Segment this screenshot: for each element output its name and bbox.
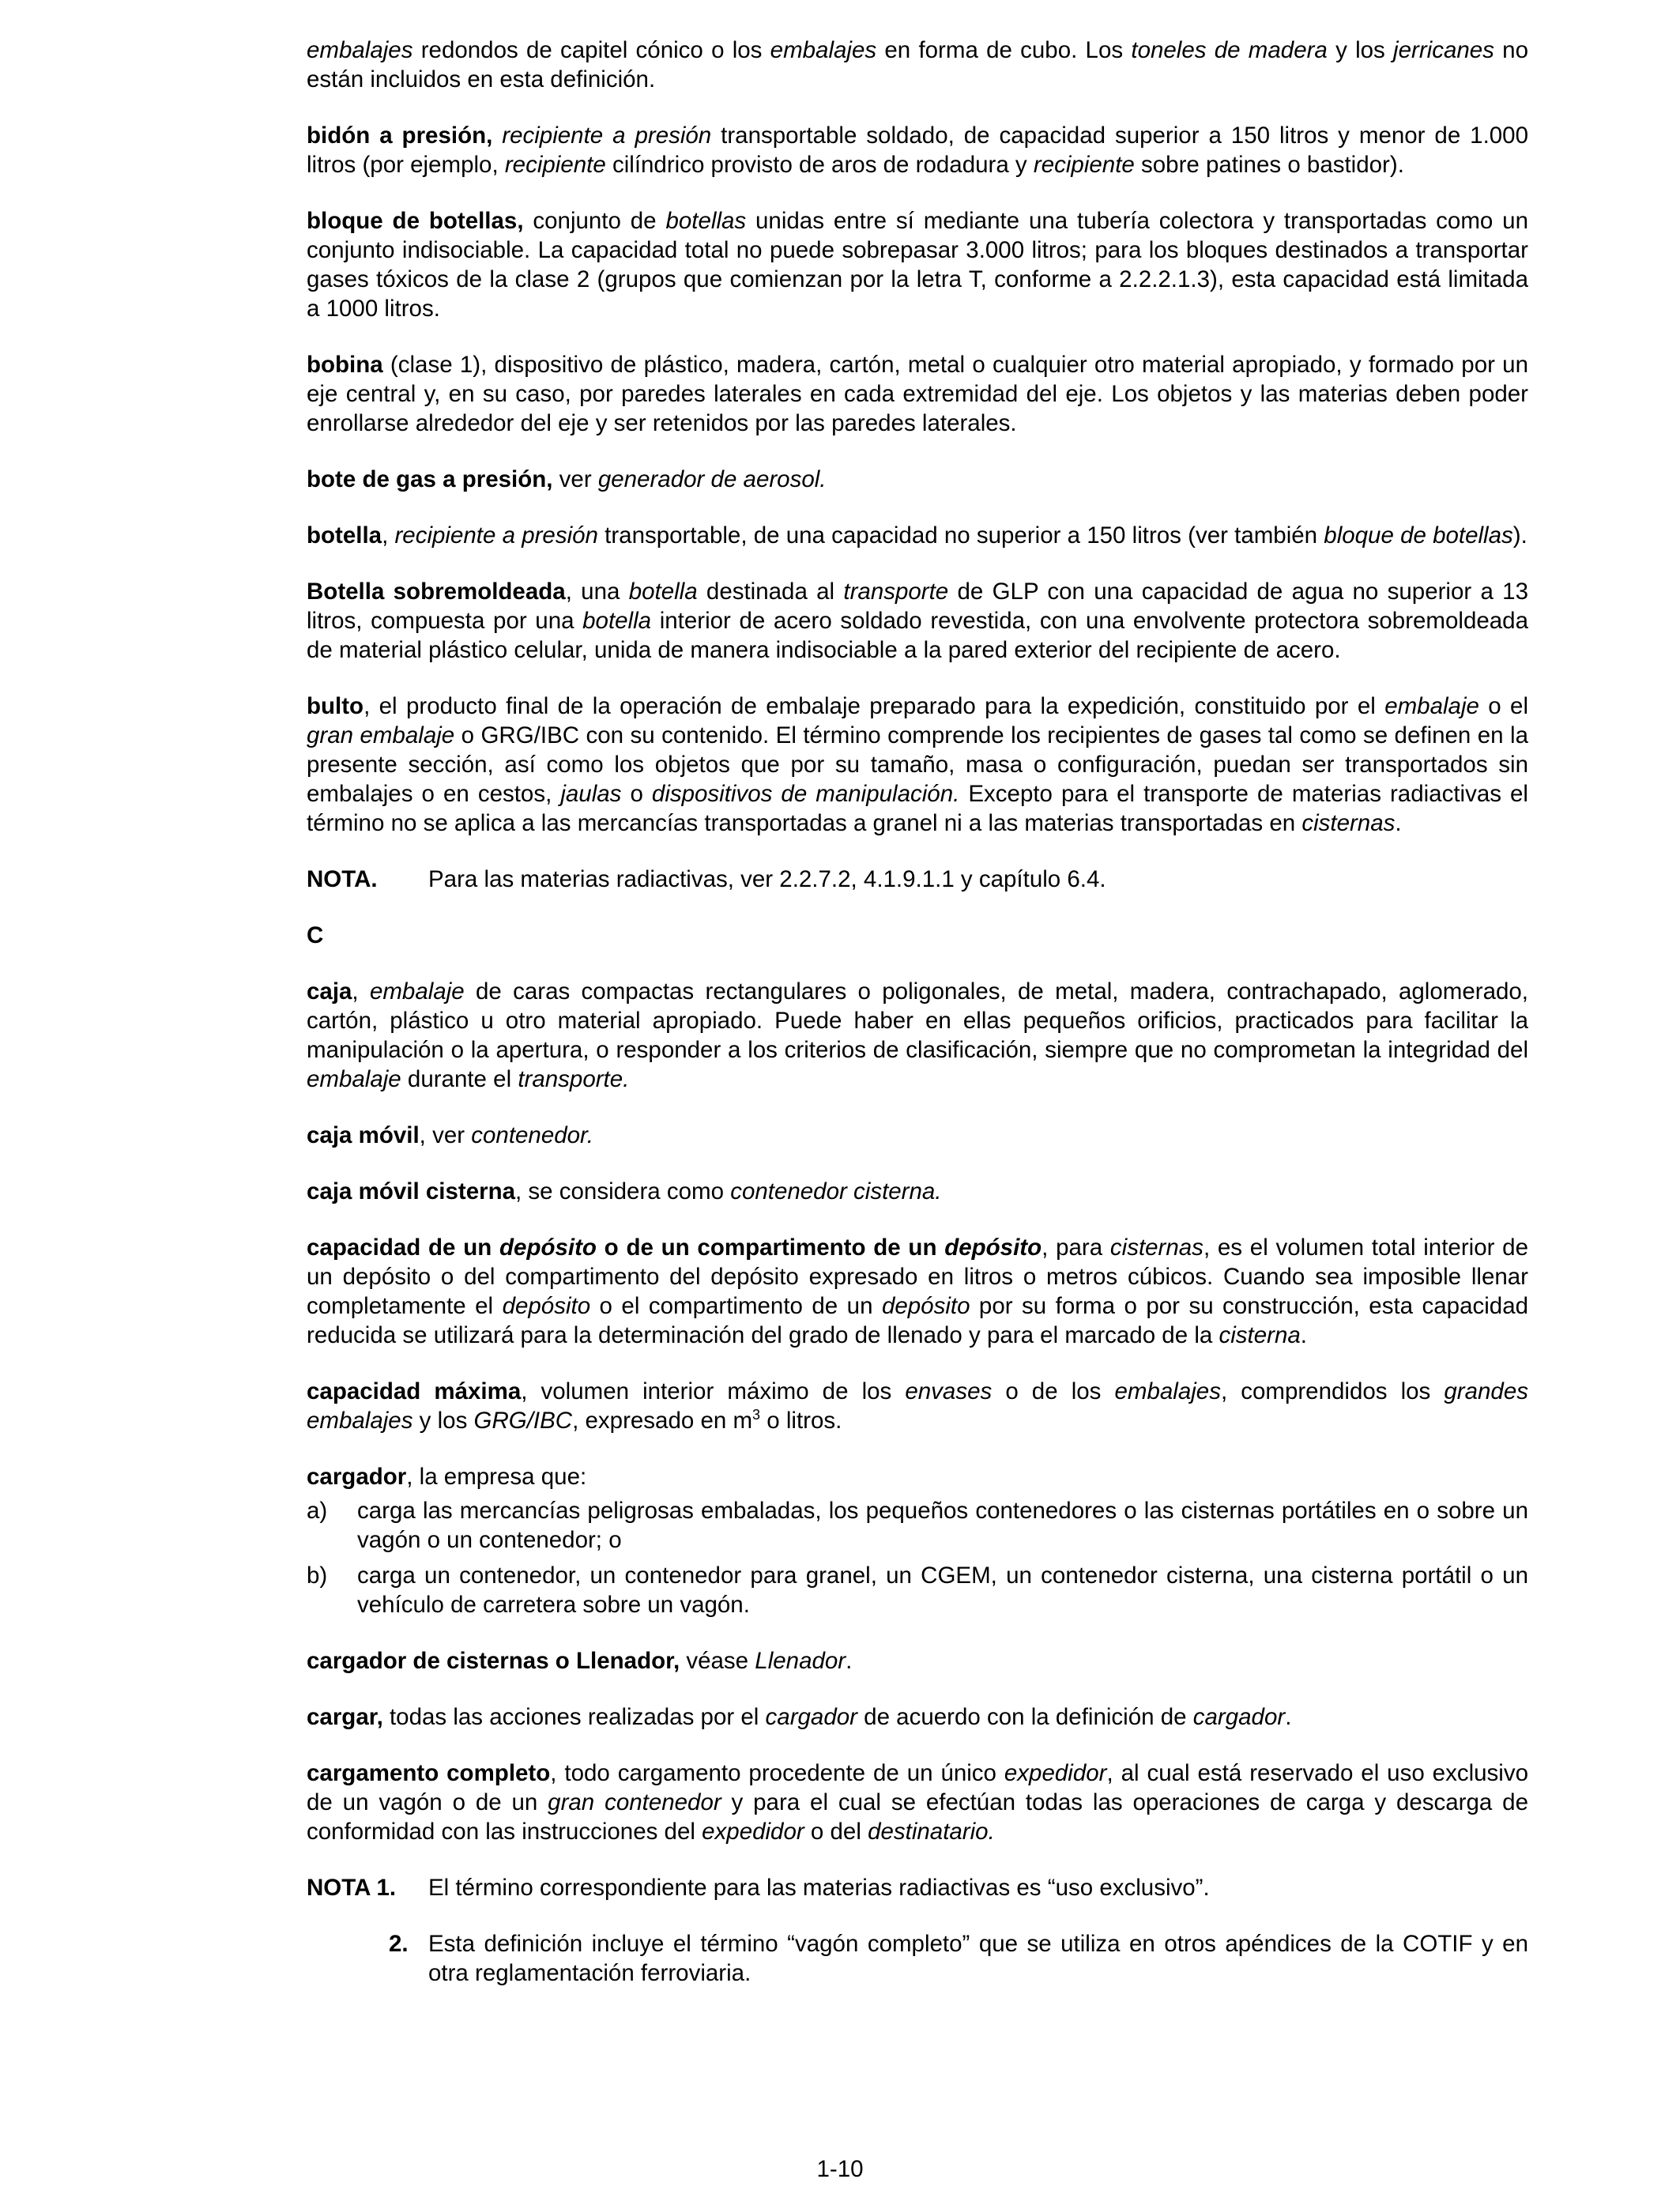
- cross-reference-term: botellas: [665, 208, 747, 234]
- cross-reference-term: embalaje: [369, 978, 465, 1005]
- cross-reference-term: recipiente: [1033, 152, 1135, 178]
- definition-entry: [307, 465, 1528, 494]
- text-run: por su forma o por su construcción, esta capacidad reducida se utilizará para la determinación del grado de llenado y para el marcado de la: [307, 1293, 1529, 1348]
- defined-term: bidón a presión,: [307, 123, 493, 149]
- defined-term: bote de gas a presión,: [307, 466, 553, 492]
- definition-entry: [307, 577, 1528, 665]
- text-run: depósito: [499, 1235, 597, 1261]
- text-run: o GRG/IBC con su contenido. El término comprende los recipientes de gases tal como se definen en la presente sección, así como los objetos que por su tamaño, masa o configuración, puedan ser transportados sin embalajes o en cestos,: [307, 722, 1528, 807]
- defined-term: [944, 1235, 1042, 1261]
- text-run: de acuerdo con la definición de: [857, 1704, 1193, 1730]
- text-run: redondos de capitel cónico o los: [412, 37, 770, 63]
- cross-reference-term: recipiente a presión: [394, 522, 598, 548]
- text-run: , el producto final de la operación de embalaje preparado para la expedición, constituido por el: [363, 693, 1385, 719]
- cross-reference-term: transporte: [843, 579, 949, 605]
- text-run: , ver: [419, 1122, 472, 1148]
- text-run: unidas entre sí mediante una tubería colectora y transportadas como un conjunto indisociable. La capacidad total no puede sobrepasar 3.000 litros; para los bloques destinados a transportar gases tóxicos de la clase 2 (grupos que comienzan por la letra T, conforme a 2.2.2.1.3), esta capacidad está limitada a 1000 litros.: [307, 208, 1528, 322]
- list-item: [307, 1496, 1528, 1555]
- defined-term: cargador: [307, 1464, 407, 1490]
- cross-reference-term: grandes embalajes: [307, 1378, 1528, 1434]
- cross-reference-term: botella: [582, 608, 652, 634]
- text-run: , expresado en m: [572, 1408, 753, 1434]
- definition-entry: [307, 1177, 1528, 1206]
- cross-reference-term: GRG/IBC: [473, 1408, 573, 1434]
- list-marker: b): [307, 1563, 328, 1589]
- defined-term: caja móvil cisterna: [307, 1178, 516, 1204]
- text-run: , se considera como: [515, 1178, 731, 1204]
- text-run: , comprendidos los: [1220, 1378, 1445, 1404]
- text-run: véase: [680, 1648, 755, 1674]
- text-run: o: [621, 781, 652, 807]
- defined-term: cargar,: [307, 1704, 383, 1730]
- text-run: no están incluidos en esta definición.: [307, 37, 1528, 92]
- text-run: y los: [1327, 37, 1394, 63]
- cross-reference-term: depósito: [502, 1293, 591, 1319]
- cross-reference-term: embalaje: [1384, 693, 1479, 719]
- definitions-block-c-continued: [307, 1646, 1528, 1846]
- text-run: conjunto de: [523, 208, 666, 234]
- note-label: NOTA 1.: [307, 1875, 397, 1901]
- note-label: 2.: [389, 1931, 409, 1957]
- text-run: sobre patines o bastidor).: [1134, 152, 1404, 178]
- cross-reference-term: transporte.: [518, 1066, 630, 1092]
- cross-reference-term: botella: [628, 579, 698, 605]
- text-run: o del: [804, 1819, 868, 1845]
- text-run: o de los: [992, 1378, 1115, 1404]
- note-2: [307, 1929, 1528, 1988]
- defined-term: Botella sobremoldeada: [307, 579, 566, 605]
- definition-entry: [307, 36, 1528, 94]
- text-run: interior de acero soldado revestida, con una envolvente protectora sobremoldeada de material plástico celular, unida de manera indisociable a la pared exterior del recipiente de acero.: [307, 608, 1528, 663]
- cross-reference-term: embalajes: [307, 37, 413, 63]
- defined-term: bulto: [307, 693, 364, 719]
- note-label: NOTA.: [307, 866, 378, 892]
- text-run: , una: [565, 579, 629, 605]
- text-run: , al cual está reservado el uso exclusivo de un vagón o de un: [307, 1760, 1528, 1815]
- cross-reference-term: expedidor: [702, 1819, 804, 1845]
- cross-reference-term: gran embalaje: [307, 722, 455, 748]
- definition-entry: [307, 1233, 1528, 1350]
- list-marker: a): [307, 1498, 328, 1524]
- text-run: en forma de cubo. Los: [876, 37, 1132, 63]
- note-bulto: [307, 865, 1528, 894]
- defined-term: caja: [307, 978, 352, 1005]
- text-run: , todo cargamento procedente de un único: [550, 1760, 1004, 1786]
- defined-term: [499, 1235, 597, 1261]
- text-run: o el: [1478, 693, 1528, 719]
- cross-reference-term: generador de aerosol.: [597, 466, 827, 492]
- text-run: ,: [382, 522, 395, 548]
- text-run: , es el volumen total interior de un depósito o del compartimento del depósito expresado en litros o metros cúbicos. Cuando sea imposible llenar completamente el: [307, 1235, 1528, 1319]
- defined-term: botella: [307, 522, 382, 548]
- text-run: durante el: [401, 1066, 518, 1092]
- text-run: todas las acciones realizadas por el: [382, 1704, 766, 1730]
- page-number: 1-10: [816, 2156, 864, 2182]
- defined-term: cargamento completo: [307, 1760, 551, 1786]
- cross-reference-term: cargador: [765, 1704, 857, 1730]
- definition-entry: [307, 692, 1528, 838]
- text-run: , la empresa que:: [406, 1464, 587, 1490]
- definition-cargador: [307, 1462, 1528, 1491]
- cross-reference-term: recipiente a presión: [502, 123, 712, 149]
- definition-entry: [307, 350, 1528, 438]
- definitions-block-b: [307, 36, 1528, 838]
- text-run: ver: [552, 466, 598, 492]
- defined-term: cargador de cisternas o Llenador,: [307, 1648, 680, 1674]
- cross-reference-term: embalajes: [770, 37, 877, 63]
- note-text: Esta definición incluye el término “vagón completo” que se utiliza en otros apéndices de la COTIF y en otra reglamentación ferroviaria.: [428, 1931, 1528, 1986]
- text-run: cilíndrico provisto de aros de rodadura y: [605, 152, 1034, 178]
- document-page: [307, 36, 1528, 2015]
- text-run: .: [846, 1648, 853, 1674]
- definition-entry: [307, 1759, 1528, 1846]
- definition-entry: [307, 977, 1528, 1094]
- cross-reference-term: cisterna: [1219, 1322, 1301, 1348]
- cross-reference-term: expedidor: [1004, 1760, 1107, 1786]
- cross-reference-term: cisternas: [1109, 1235, 1203, 1261]
- defined-term: bloque de botellas,: [307, 208, 524, 234]
- text-run: depósito: [944, 1235, 1042, 1261]
- text-run: y para el cual se efectúan todas las operaciones de carga y descarga de conformidad con las instrucciones del: [307, 1789, 1528, 1845]
- section-heading-c: C: [307, 922, 324, 948]
- defined-term: bobina: [307, 352, 383, 378]
- cross-reference-term: jaulas: [560, 781, 622, 807]
- text-run: ).: [1512, 522, 1527, 548]
- cross-reference-term: embalajes: [1114, 1378, 1221, 1404]
- cross-reference-term: embalaje: [307, 1066, 401, 1092]
- definition-entry: [307, 1646, 1528, 1676]
- list-item: [307, 1561, 1528, 1619]
- defined-term: capacidad de un: [307, 1235, 500, 1261]
- text-run: o litros.: [760, 1408, 842, 1434]
- text-run: .: [1285, 1704, 1292, 1730]
- note-1: [307, 1873, 1528, 1902]
- list-text: carga un contenedor, un contenedor para granel, un CGEM, un contenedor cisterna, una cisterna portátil o un vehículo de carretera sobre un vagón.: [357, 1563, 1528, 1618]
- cross-reference-term: toneles de madera: [1131, 37, 1328, 63]
- cross-reference-term: bloque de botellas: [1324, 522, 1513, 548]
- cross-reference-term: envases: [905, 1378, 993, 1404]
- text-run: .: [1300, 1322, 1307, 1348]
- cross-reference-term: Llenador: [755, 1648, 846, 1674]
- text-run: .: [1395, 810, 1402, 836]
- definitions-block-c: [307, 977, 1528, 1435]
- text-run: o el compartimento de un: [590, 1293, 882, 1319]
- cargador-list: [307, 1496, 1528, 1619]
- cross-reference-term: contenedor cisterna.: [730, 1178, 942, 1204]
- defined-term: capacidad máxima: [307, 1378, 522, 1404]
- text-run: y los: [412, 1408, 474, 1434]
- text-run: transportable, de una capacidad no superior a 150 litros (ver también: [597, 522, 1324, 548]
- definition-entry: [307, 521, 1528, 550]
- cross-reference-term: cargador: [1192, 1704, 1286, 1730]
- defined-term: o de un compartimento de un: [596, 1235, 945, 1261]
- definition-entry: [307, 206, 1528, 323]
- cross-reference-term: depósito: [881, 1293, 970, 1319]
- list-text: carga las mercancías peligrosas embaladas, los pequeños contenedores o las cisternas portátiles en o sobre un vagón o un contenedor; o: [357, 1498, 1528, 1553]
- note-text: Para las materias radiactivas, ver 2.2.7.2, 4.1.9.1.1 y capítulo 6.4.: [428, 866, 1106, 892]
- definition-entry: [307, 1377, 1528, 1435]
- cross-reference-term: jerricanes: [1393, 37, 1494, 63]
- text-run: (clase 1), dispositivo de plástico, madera, cartón, metal o cualquier otro material apropiado, y formado por un eje central y, en su caso, por paredes laterales en cada extremidad del eje. Los objetos y las materias deben poder enrollarse alrededor del eje y ser retenidos por las paredes laterales.: [307, 352, 1528, 436]
- definition-entry: [307, 1121, 1528, 1150]
- cross-reference-term: cisternas: [1301, 810, 1396, 836]
- cross-reference-term: contenedor.: [471, 1122, 593, 1148]
- text-run: , volumen interior máximo de los: [521, 1378, 906, 1404]
- definition-entry: [307, 1702, 1528, 1732]
- text-run: transportable soldado, de capacidad superior a 150 litros y menor de 1.000 litros (por ejemplo,: [307, 123, 1528, 178]
- text-run: 3: [752, 1407, 761, 1423]
- cross-reference-term: recipiente: [504, 152, 606, 178]
- defined-term: caja móvil: [307, 1122, 420, 1148]
- text-run: , para: [1042, 1235, 1110, 1261]
- text-run: Excepto para el transporte de materias radiactivas el término no se aplica a las mercancías transportadas a granel ni a las materias transportadas en: [307, 781, 1528, 836]
- text-run: de caras compactas rectangulares o poligonales, de metal, madera, contrachapado, aglomerado, cartón, plástico u otro material apropiado. Puede haber en ellas pequeños orificios, practicados para facilitar la manipulación o la apertura, o responder a los criterios de clasificación, siempre que no comprometan la integridad del: [307, 978, 1528, 1063]
- definition-entry: [307, 121, 1528, 179]
- cross-reference-term: destinatario.: [868, 1819, 995, 1845]
- text-run: [492, 123, 502, 149]
- cross-reference-term: dispositivos de manipulación.: [651, 781, 960, 807]
- text-run: de GLP con una capacidad de agua no superior a 13 litros, compuesta por una: [307, 579, 1528, 634]
- text-run: destinada al: [697, 579, 844, 605]
- note-text: El término correspondiente para las materias radiactivas es “uso exclusivo”.: [428, 1875, 1210, 1901]
- cross-reference-term: gran contenedor: [548, 1789, 721, 1815]
- text-run: ,: [352, 978, 370, 1005]
